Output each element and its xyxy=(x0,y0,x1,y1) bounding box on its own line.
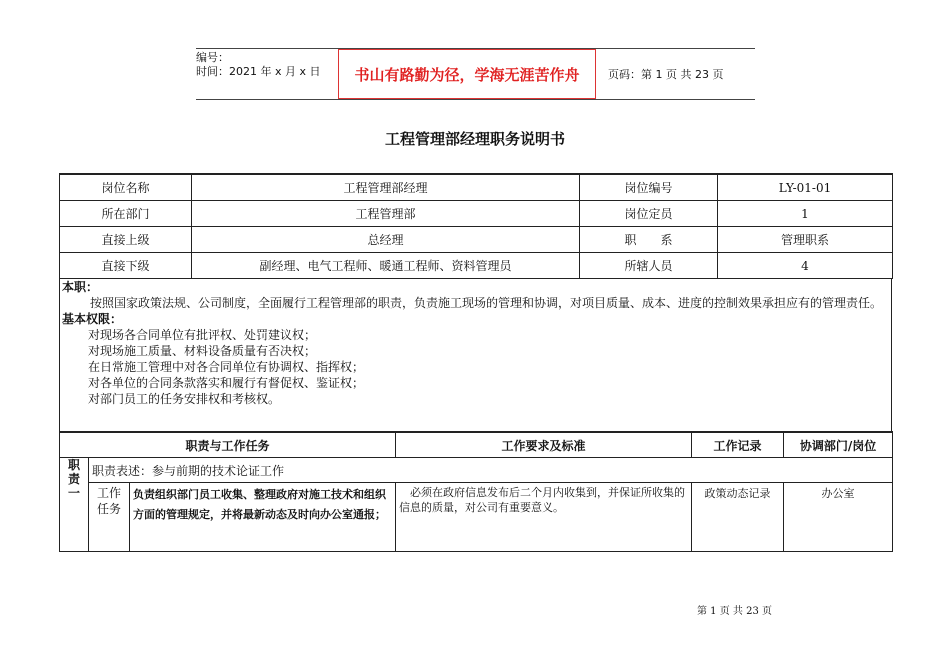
duty-header-row xyxy=(60,432,893,458)
authority-label: 基本权限： xyxy=(62,312,123,326)
info-cell: 直接下级 xyxy=(60,253,192,279)
number-label: 编号： xyxy=(196,51,229,64)
authority-item: 对现场施工质量、材料设备质量有否决权； xyxy=(88,344,317,358)
header-page-info: 页码：第 1 页 共 23 页 xyxy=(608,68,724,81)
header-meta xyxy=(196,49,338,99)
coordination-text: 办公室 xyxy=(784,483,893,552)
duty-statement-row xyxy=(60,458,893,483)
header-requirement: 工作要求及标准 xyxy=(396,432,692,458)
description-block xyxy=(59,279,892,431)
info-cell: 岗位定员 xyxy=(580,201,718,227)
info-row xyxy=(60,174,893,201)
requirement-text: 必须在政府信息发布后二个月内收集到，并保证所收集的信息的质量，对公司有重要意义。 xyxy=(396,483,692,552)
page-footer: 第 1 页 共 23 页 xyxy=(697,606,772,617)
info-cell: 直接上级 xyxy=(60,227,192,253)
duty-statement: 职责表述：参与前期的技术论证工作 xyxy=(89,458,893,483)
date-line: 时间：2021 年 x 月 x 日 xyxy=(196,65,321,78)
info-cell: 总经理 xyxy=(192,227,580,253)
duty-intro-text: 按照国家政策法规、公司制度，全面履行工程管理部的职责，负责施工现场的管理和协调，对项目质量、成本、进度的控制效果承担应有的管理责任。 xyxy=(90,296,883,310)
info-cell: 所在部门 xyxy=(60,201,192,227)
duty-side-label: 职 责 一 xyxy=(60,458,89,552)
info-cell: 工程管理部 xyxy=(192,201,580,227)
task-label: 工作 任务 xyxy=(89,483,130,552)
info-cell: 管理职系 xyxy=(718,227,893,253)
duty-table xyxy=(59,431,893,552)
task-text: 负责组织部门员工收集、整理政府对施工技术和组织方面的管理规定，并将最新动态及时向办公室通报； xyxy=(130,483,396,552)
header-record: 工作记录 xyxy=(692,432,784,458)
info-cell: 4 xyxy=(718,253,893,279)
duty-intro-label: 本职： xyxy=(62,280,99,294)
duty-task-row xyxy=(60,483,893,552)
info-cell: LY-01-01 xyxy=(718,174,893,201)
info-cell: 1 xyxy=(718,201,893,227)
info-cell: 所辖人员 xyxy=(580,253,718,279)
position-info-table xyxy=(59,173,893,279)
info-cell: 工程管理部经理 xyxy=(192,174,580,201)
info-cell: 岗位名称 xyxy=(60,174,192,201)
authority-item: 对现场各合同单位有批评权、处罚建议权； xyxy=(88,328,317,342)
authority-item: 对各单位的合同条款落实和履行有督促权、鉴证权； xyxy=(88,376,365,390)
record-text: 政策动态记录 xyxy=(692,483,784,552)
info-row xyxy=(60,253,893,279)
header-coordination: 协调部门/岗位 xyxy=(784,432,893,458)
info-row xyxy=(60,227,893,253)
info-cell: 岗位编号 xyxy=(580,174,718,201)
info-row xyxy=(60,201,893,227)
header-slogan: 书山有路勤为径，学海无涯苦作舟 xyxy=(338,49,596,99)
authority-item: 对部门员工的任务安排权和考核权。 xyxy=(88,392,281,406)
info-cell: 副经理、电气工程师、暖通工程师、资料管理员 xyxy=(192,253,580,279)
document-title: 工程管理部经理职务说明书 xyxy=(384,130,565,148)
info-cell: 职 系 xyxy=(580,227,718,253)
header-duty-task: 职责与工作任务 xyxy=(60,432,396,458)
authority-item: 在日常施工管理中对各合同单位有协调权、指挥权； xyxy=(88,360,365,374)
page-header xyxy=(196,48,755,100)
